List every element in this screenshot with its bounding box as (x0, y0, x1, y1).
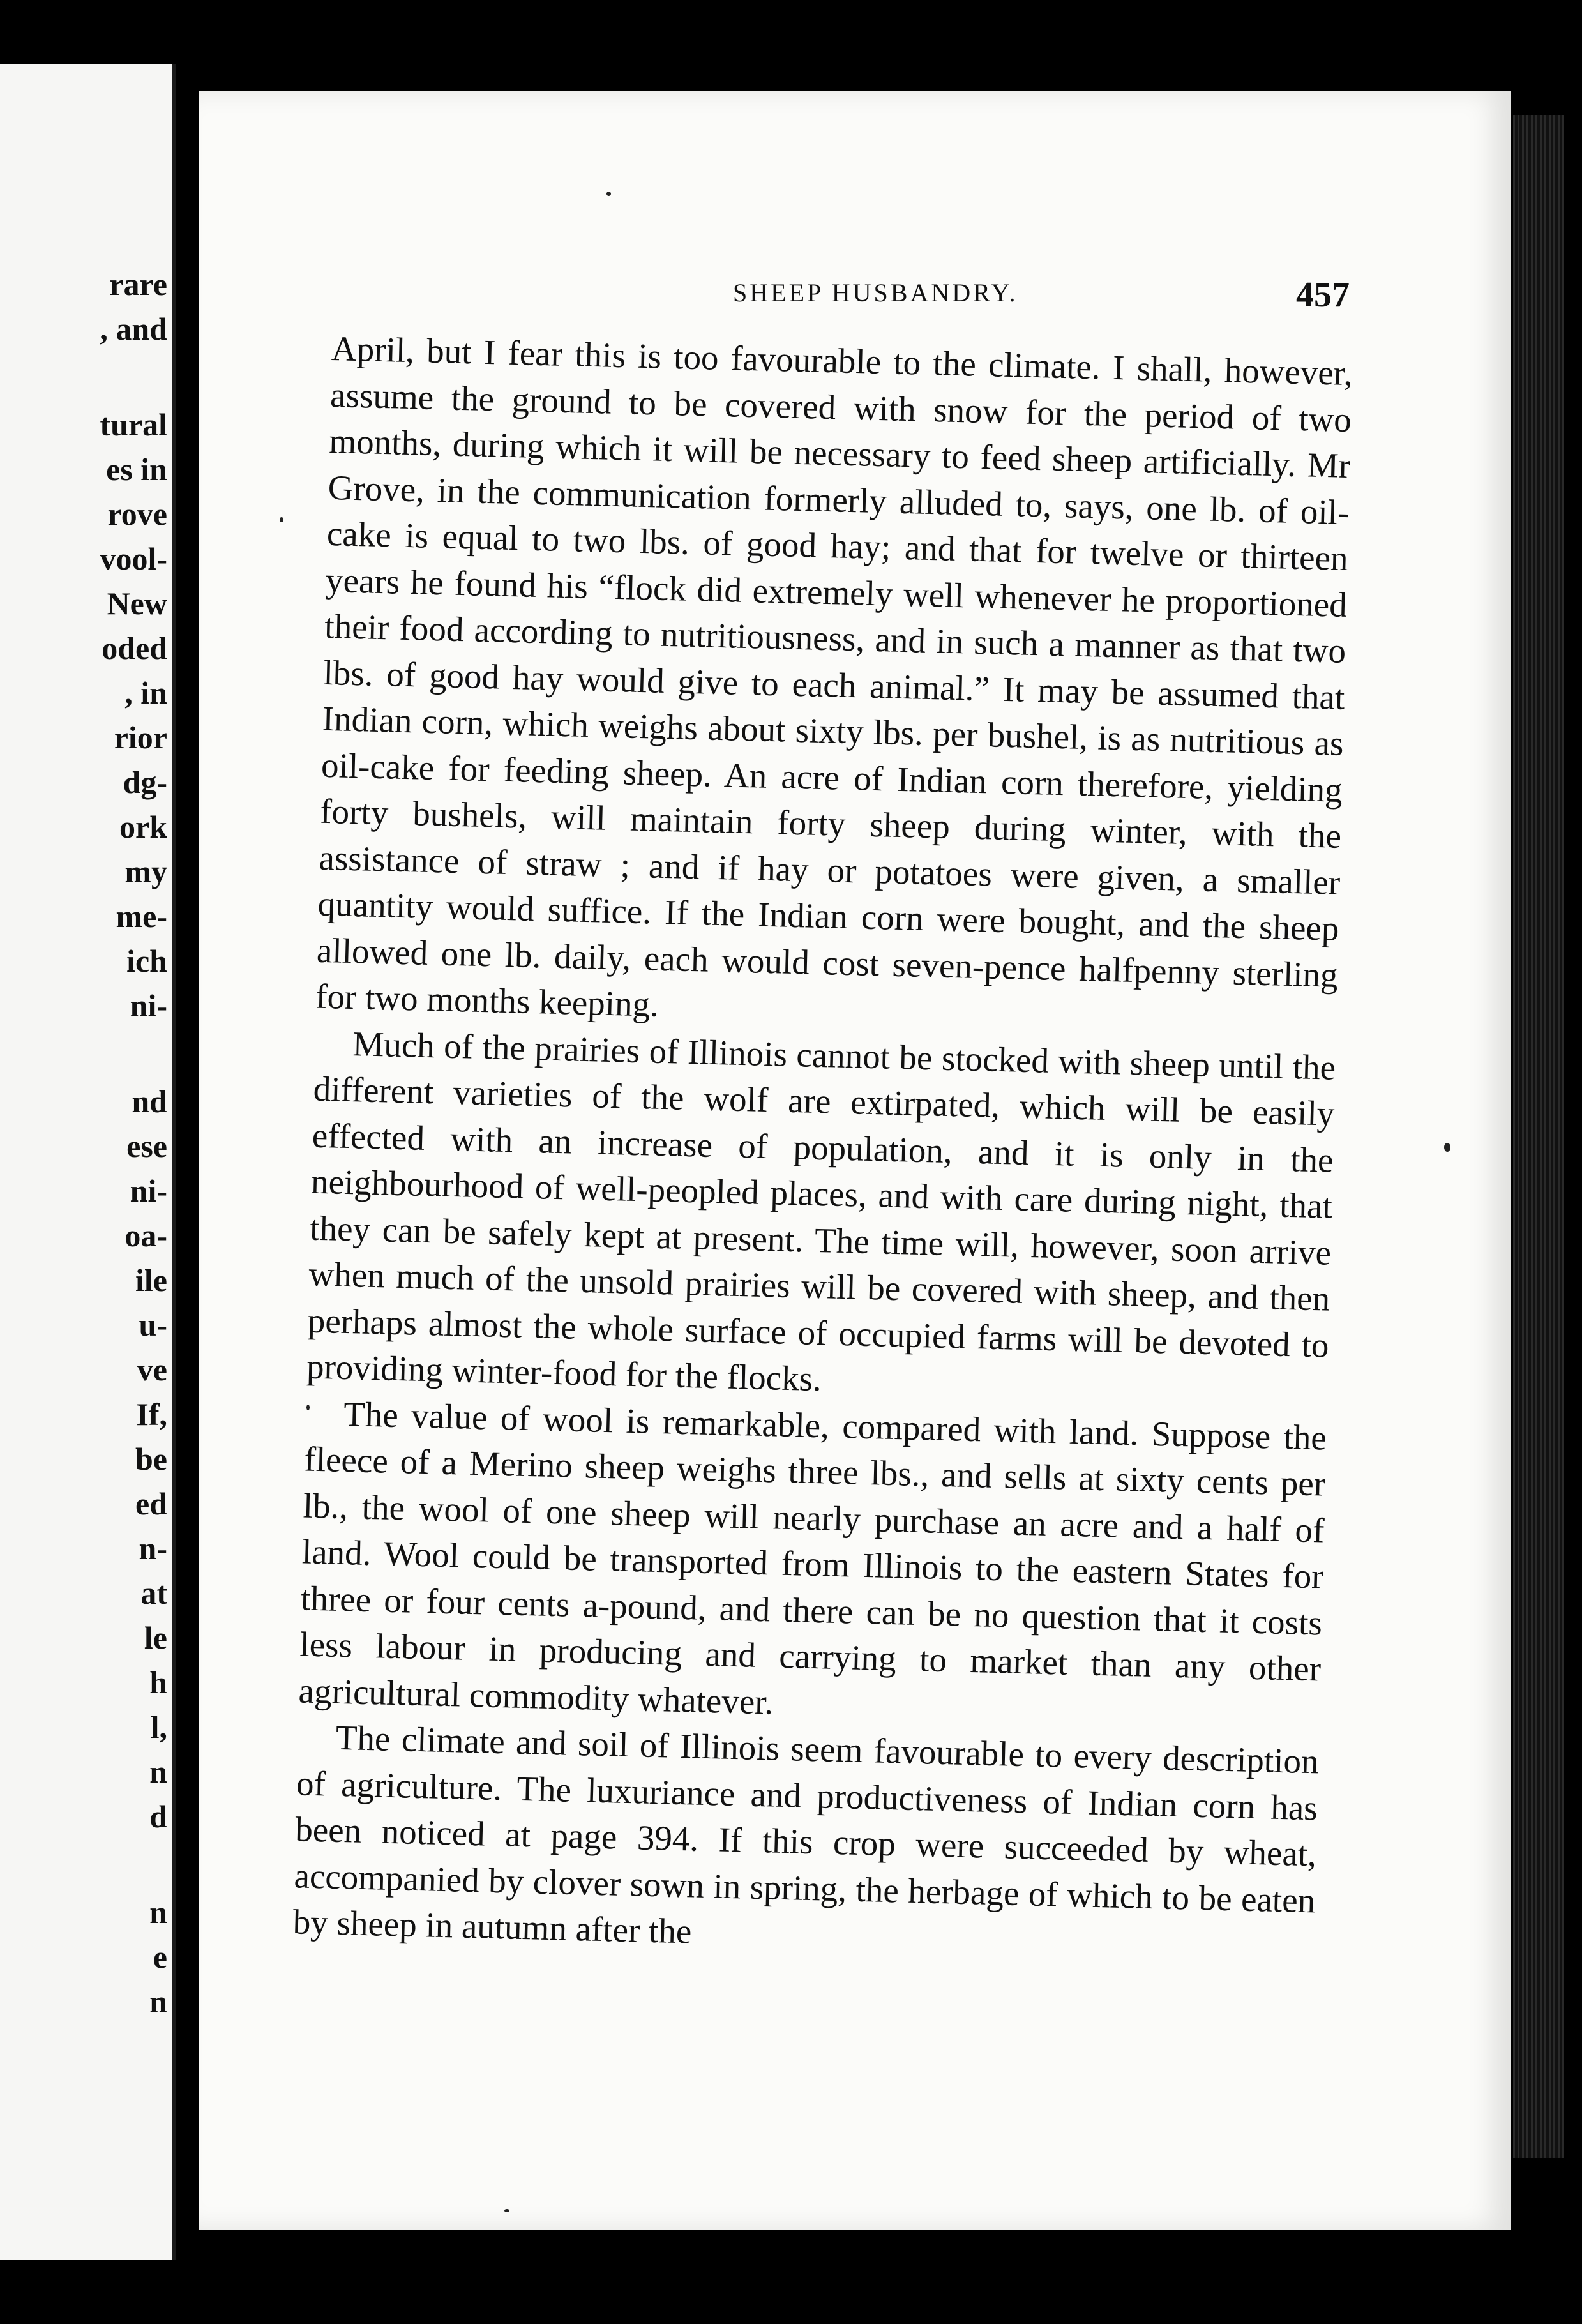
left-page-fragment: nd (132, 1083, 167, 1119)
left-page-fragment: ile (135, 1262, 167, 1298)
left-facing-page (0, 64, 176, 2260)
left-page-fragment: rior (114, 720, 167, 755)
left-page-fragment: oa- (124, 1218, 167, 1253)
left-page-fragment: ese (126, 1128, 167, 1164)
left-page-fragment: ni- (130, 988, 167, 1023)
paragraph: April, but I fear this is too favourable to the climate. I shall, however, assume the ground to be covered with snow for the period of two months, during which it will be necessary to feed sheep artificially. Mr Grove, in the communication formerly alluded to, says, one lb. of oil-cake is equal to two lbs. of good hay; and that for twelve or thirteen years he found his “flock did extremely well whenever he proportioned their food according to nutritiousness, and in such a manner as that two lbs. of good hay would give to each animal.” It may be assumed that Indian corn, which weighs about sixty lbs. per bushel, is as nutritious as oil-cake for feeding sheep. An acre of Indian corn therefore, yielding forty bushels, will maintain forty sheep during winter, with the assistance of straw ; and if hay or potatoes were given, a smaller quantity would suffice. If the Indian corn were bought, and the sheep allowed one lb. daily, each would cost seven-pence halfpenny sterling for two months keeping. (315, 328, 1353, 1024)
ink-speck (606, 192, 611, 196)
left-page-fragment: at (140, 1575, 167, 1611)
left-page-fragment: rove (107, 496, 167, 532)
left-page-fragment: , in (124, 675, 167, 711)
left-page-fragment: l, (150, 1709, 167, 1745)
left-page-fragment: dg- (123, 764, 167, 800)
left-page-fragment: If, (136, 1396, 167, 1432)
paragraph: Much of the prairies of Illinois cannot be stocked with sheep until the different varieties of the wolf are extirpated, which will be easily effected with an increase of population, and it is only in the neighbourhood of well-peopled places, and with care during night, that they can be safely kept at present. The time will, however, soon arrive when much of the unsold prairies will be covered with sheep, and then perhaps almost the whole surface of occupied farms will be devoted to providing winter-food for the flocks. (306, 1023, 1336, 1399)
left-page-fragment: h (149, 1664, 167, 1700)
paragraph: The climate and soil of Illinois seem favourable to every description of agriculture. The luxuriance and productiveness of Indian corn has been noticed at page 394. If this crop were succeeded by wheat, accompanied by clover sown in spring, the herbage of which to be eaten by sheep in autumn after the (292, 1717, 1320, 1951)
body-text (292, 326, 1353, 1970)
left-page-fragment: n (149, 1754, 167, 1790)
left-page-fragment: le (144, 1620, 167, 1656)
left-page-fragment: ve (137, 1352, 167, 1387)
page-edge-strip (1513, 115, 1564, 2158)
left-page-fragment: my (124, 854, 167, 889)
left-page-fragment: n (149, 1894, 167, 1930)
left-page-fragment: New (107, 585, 167, 621)
left-page-fragment: u- (139, 1307, 167, 1343)
left-page-fragment: ed (135, 1486, 167, 1521)
left-page-fragment: ork (119, 809, 167, 845)
ink-speck (306, 1405, 310, 1410)
left-page-fragment: d (149, 1799, 167, 1834)
left-page-fragment: n- (139, 1530, 167, 1566)
left-page-fragment: rare (109, 266, 167, 302)
ink-speck (280, 517, 283, 522)
left-page-fragment: , and (100, 311, 167, 347)
left-page-fragment: oded (102, 630, 167, 666)
left-page-fragment: e (153, 1939, 167, 1975)
left-page-fragment: tural (100, 407, 167, 442)
left-page-fragment: es in (106, 451, 167, 487)
running-head: SHEEP HUSBANDRY. (733, 278, 1018, 307)
left-page-fragment: ich (126, 943, 167, 979)
left-page-fragment: vool- (100, 541, 167, 577)
ink-speck (1444, 1143, 1450, 1152)
left-page-fragment: me- (116, 898, 167, 934)
left-page-fragment: ni- (130, 1173, 167, 1209)
ink-speck (504, 2209, 509, 2212)
left-page-fragment: be (135, 1441, 167, 1477)
left-page-fragment: n (149, 1984, 167, 2019)
page-number: 457 (1296, 275, 1350, 315)
paragraph: The value of wool is remarkable, compared with land. Suppose the fleece of a Merino sheep weighs three lbs., and sells at sixty cents per lb., the wool of one sheep will nearly purchase an acre and a half of land. Wool could be transported from Illinois to the eastern States for three or four cents a-pound, and there can be no question that it costs less labour in producing and carrying to market than any other agricultural commodity whatever. (298, 1394, 1327, 1722)
